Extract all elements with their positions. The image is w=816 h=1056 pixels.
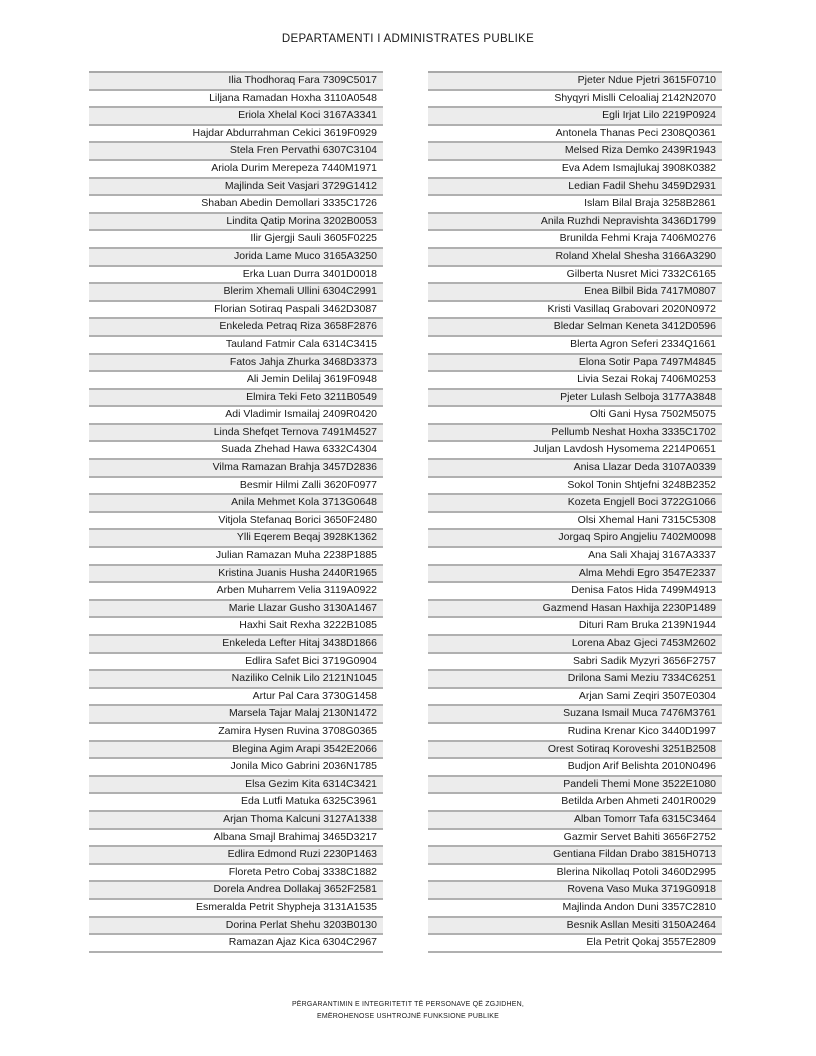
- page-title: DEPARTAMENTI I ADMINISTRATES PUBLIKE: [281, 33, 535, 45]
- table-row: Rudina Krenar Kico 3440D1997: [428, 724, 722, 742]
- table-row: Jonila Mico Gabrini 2036N1785: [89, 759, 383, 777]
- table-row: Enkeleda Lefter Hitaj 3438D1866: [89, 636, 383, 654]
- table-row: Elsa Gezim Kita 6314C3421: [89, 777, 383, 795]
- table-row: Alma Mehdi Egro 3547E2337: [428, 566, 722, 584]
- table-row: Anila Ruzhdi Nepravishta 3436D1799: [428, 214, 722, 232]
- table-row: Gilberta Nusret Mici 7332C6165: [428, 267, 722, 285]
- table-row: Vilma Ramazan Brahja 3457D2836: [89, 460, 383, 478]
- table-row: Gazmend Hasan Haxhija 2230P1489: [428, 601, 722, 619]
- table-row: Ariola Durim Merepeza 7440M1971: [89, 161, 383, 179]
- footer-line-2: EMËROHENOSE USHTROJNË FUNKSIONE PUBLIKE: [316, 1013, 500, 1020]
- table-row: Drilona Sami Meziu 7334C6251: [428, 671, 722, 689]
- table-row: Betilda Arben Ahmeti 2401R0029: [428, 794, 722, 812]
- table-row: Olti Gani Hysa 7502M5075: [428, 407, 722, 425]
- right-name-list: [428, 71, 722, 953]
- table-row: Elona Sotir Papa 7497M4845: [428, 355, 722, 373]
- table-row: Blerina Nikollaq Potoli 3460D2995: [428, 865, 722, 883]
- table-row: Majlinda Seit Vasjari 3729G1412: [89, 179, 383, 197]
- table-row: Dituri Ram Bruka 2139N1944: [428, 618, 722, 636]
- table-row: Blerim Xhemali Ullini 6304C2991: [89, 284, 383, 302]
- table-row: Edlira Safet Bici 3719G0904: [89, 654, 383, 672]
- table-row: Alban Tomorr Tafa 6315C3464: [428, 812, 722, 830]
- table-row: Pjeter Lulash Selboja 3177A3848: [428, 390, 722, 408]
- table-row: Adi Vladimir Ismailaj 2409R0420: [89, 407, 383, 425]
- table-row: Roland Xhelal Shesha 3166A3290: [428, 249, 722, 267]
- table-row: Lindita Qatip Morina 3202B0053: [89, 214, 383, 232]
- table-row: Enea Bilbil Bida 7417M0807: [428, 284, 722, 302]
- table-row: Hajdar Abdurrahman Cekici 3619F0929: [89, 126, 383, 144]
- table-row: Liljana Ramadan Hoxha 3110A0548: [89, 91, 383, 109]
- table-row: Juljan Lavdosh Hysomema 2214P0651: [428, 442, 722, 460]
- table-row: Antonela Thanas Peci 2308Q0361: [428, 126, 722, 144]
- table-row: Olsi Xhemal Hani 7315C5308: [428, 513, 722, 531]
- table-row: Floreta Petro Cobaj 3338C1882: [89, 865, 383, 883]
- table-row: Marsela Tajar Malaj 2130N1472: [89, 706, 383, 724]
- table-row: Melsed Riza Demko 2439R1943: [428, 143, 722, 161]
- table-row: Budjon Arif Belishta 2010N0496: [428, 759, 722, 777]
- table-row: Naziliko Celnik Lilo 2121N1045: [89, 671, 383, 689]
- table-row: Sokol Tonin Shtjefni 3248B2352: [428, 478, 722, 496]
- table-row: Besnik Asllan Mesiti 3150A2464: [428, 918, 722, 936]
- table-row: Eva Adem Ismajlukaj 3908K0382: [428, 161, 722, 179]
- table-row: Shaban Abedin Demollari 3335C1726: [89, 196, 383, 214]
- table-row: Kristi Vasillaq Grabovari 2020N0972: [428, 302, 722, 320]
- table-row: Albana Smajl Brahimaj 3465D3217: [89, 830, 383, 848]
- table-row: Haxhi Sait Rexha 3222B1085: [89, 618, 383, 636]
- table-row: Tauland Fatmir Cala 6314C3415: [89, 337, 383, 355]
- table-row: Arjan Thoma Kalcuni 3127A1338: [89, 812, 383, 830]
- table-row: Arben Muharrem Velia 3119A0922: [89, 583, 383, 601]
- table-row: Pellumb Neshat Hoxha 3335C1702: [428, 425, 722, 443]
- table-row: Blegina Agim Arapi 3542E2066: [89, 742, 383, 760]
- table-row: Orest Sotiraq Koroveshi 3251B2508: [428, 742, 722, 760]
- table-row: Eriola Xhelal Koci 3167A3341: [89, 108, 383, 126]
- table-row: Lorena Abaz Gjeci 7453M2602: [428, 636, 722, 654]
- table-row: Ali Jemin Delilaj 3619F0948: [89, 372, 383, 390]
- table-row: Gazmir Servet Bahiti 3656F2752: [428, 830, 722, 848]
- table-row: Vitjola Stefanaq Borici 3650F2480: [89, 513, 383, 531]
- table-row: Denisa Fatos Hida 7499M4913: [428, 583, 722, 601]
- table-row: Sabri Sadik Myzyri 3656F2757: [428, 654, 722, 672]
- table-row: Rovena Vaso Muka 3719G0918: [428, 882, 722, 900]
- table-row: Besmir Hilmi Zalli 3620F0977: [89, 478, 383, 496]
- page-footer: [0, 999, 816, 1023]
- table-row: Edlira Edmond Ruzi 2230P1463: [89, 847, 383, 865]
- table-row: Bledar Selman Keneta 3412D0596: [428, 319, 722, 337]
- table-row: Egli Irjat Lilo 2219P0924: [428, 108, 722, 126]
- footer-line-1: PËRGARANTIMIN E INTEGRITETIT TË PERSONAVE QË ZGJIDHEN,: [291, 1001, 525, 1008]
- table-row: Fatos Jahja Zhurka 3468D3373: [89, 355, 383, 373]
- table-row: Artur Pal Cara 3730G1458: [89, 689, 383, 707]
- table-row: Dorina Perlat Shehu 3203B0130: [89, 918, 383, 936]
- table-row: Arjan Sami Zeqiri 3507E0304: [428, 689, 722, 707]
- table-row: Ilia Thodhoraq Fara 7309C5017: [89, 73, 383, 91]
- table-row: Jorgaq Spiro Angjeliu 7402M0098: [428, 530, 722, 548]
- table-row: Jorida Lame Muco 3165A3250: [89, 249, 383, 267]
- table-row: Ylli Eqerem Beqaj 3928K1362: [89, 530, 383, 548]
- table-row: Anila Mehmet Kola 3713G0648: [89, 495, 383, 513]
- table-row: Marie Llazar Gusho 3130A1467: [89, 601, 383, 619]
- table-row: Stela Fren Pervathi 6307C3104: [89, 143, 383, 161]
- table-row: Eda Lutfi Matuka 6325C3961: [89, 794, 383, 812]
- table-row: Ela Petrit Qokaj 3557E2809: [428, 935, 722, 953]
- table-row: Blerta Agron Seferi 2334Q1661: [428, 337, 722, 355]
- table-row: Gentiana Fildan Drabo 3815H0713: [428, 847, 722, 865]
- table-row: Ledian Fadil Shehu 3459D2931: [428, 179, 722, 197]
- table-row: Ilir Gjergji Sauli 3605F0225: [89, 231, 383, 249]
- table-row: Brunilda Fehmi Kraja 7406M0276: [428, 231, 722, 249]
- table-row: Julian Ramazan Muha 2238P1885: [89, 548, 383, 566]
- table-row: Florian Sotiraq Paspali 3462D3087: [89, 302, 383, 320]
- table-row: Dorela Andrea Dollakaj 3652F2581: [89, 882, 383, 900]
- table-row: Ana Sali Xhajaj 3167A3337: [428, 548, 722, 566]
- table-row: Erka Luan Durra 3401D0018: [89, 267, 383, 285]
- table-row: Livia Sezai Rokaj 7406M0253: [428, 372, 722, 390]
- table-row: Pjeter Ndue Pjetri 3615F0710: [428, 73, 722, 91]
- table-row: Linda Shefqet Ternova 7491M4527: [89, 425, 383, 443]
- table-row: Islam Bilal Braja 3258B2861: [428, 196, 722, 214]
- table-row: Shyqyri Mislli Celoaliaj 2142N2070: [428, 91, 722, 109]
- table-row: Anisa Llazar Deda 3107A0339: [428, 460, 722, 478]
- table-row: Enkeleda Petraq Riza 3658F2876: [89, 319, 383, 337]
- left-name-list: [89, 71, 383, 953]
- table-row: Ramazan Ajaz Kica 6304C2967: [89, 935, 383, 953]
- table-row: Kristina Juanis Husha 2440R1965: [89, 566, 383, 584]
- table-row: Majlinda Andon Duni 3357C2810: [428, 900, 722, 918]
- table-row: Esmeralda Petrit Shypheja 3131A1535: [89, 900, 383, 918]
- table-row: Elmira Teki Feto 3211B0549: [89, 390, 383, 408]
- table-row: Pandeli Themi Mone 3522E1080: [428, 777, 722, 795]
- table-row: Zamira Hysen Ruvina 3708G0365: [89, 724, 383, 742]
- table-row: Suzana Ismail Muca 7476M3761: [428, 706, 722, 724]
- table-row: Suada Zhehad Hawa 6332C4304: [89, 442, 383, 460]
- table-row: Kozeta Engjell Boci 3722G1066: [428, 495, 722, 513]
